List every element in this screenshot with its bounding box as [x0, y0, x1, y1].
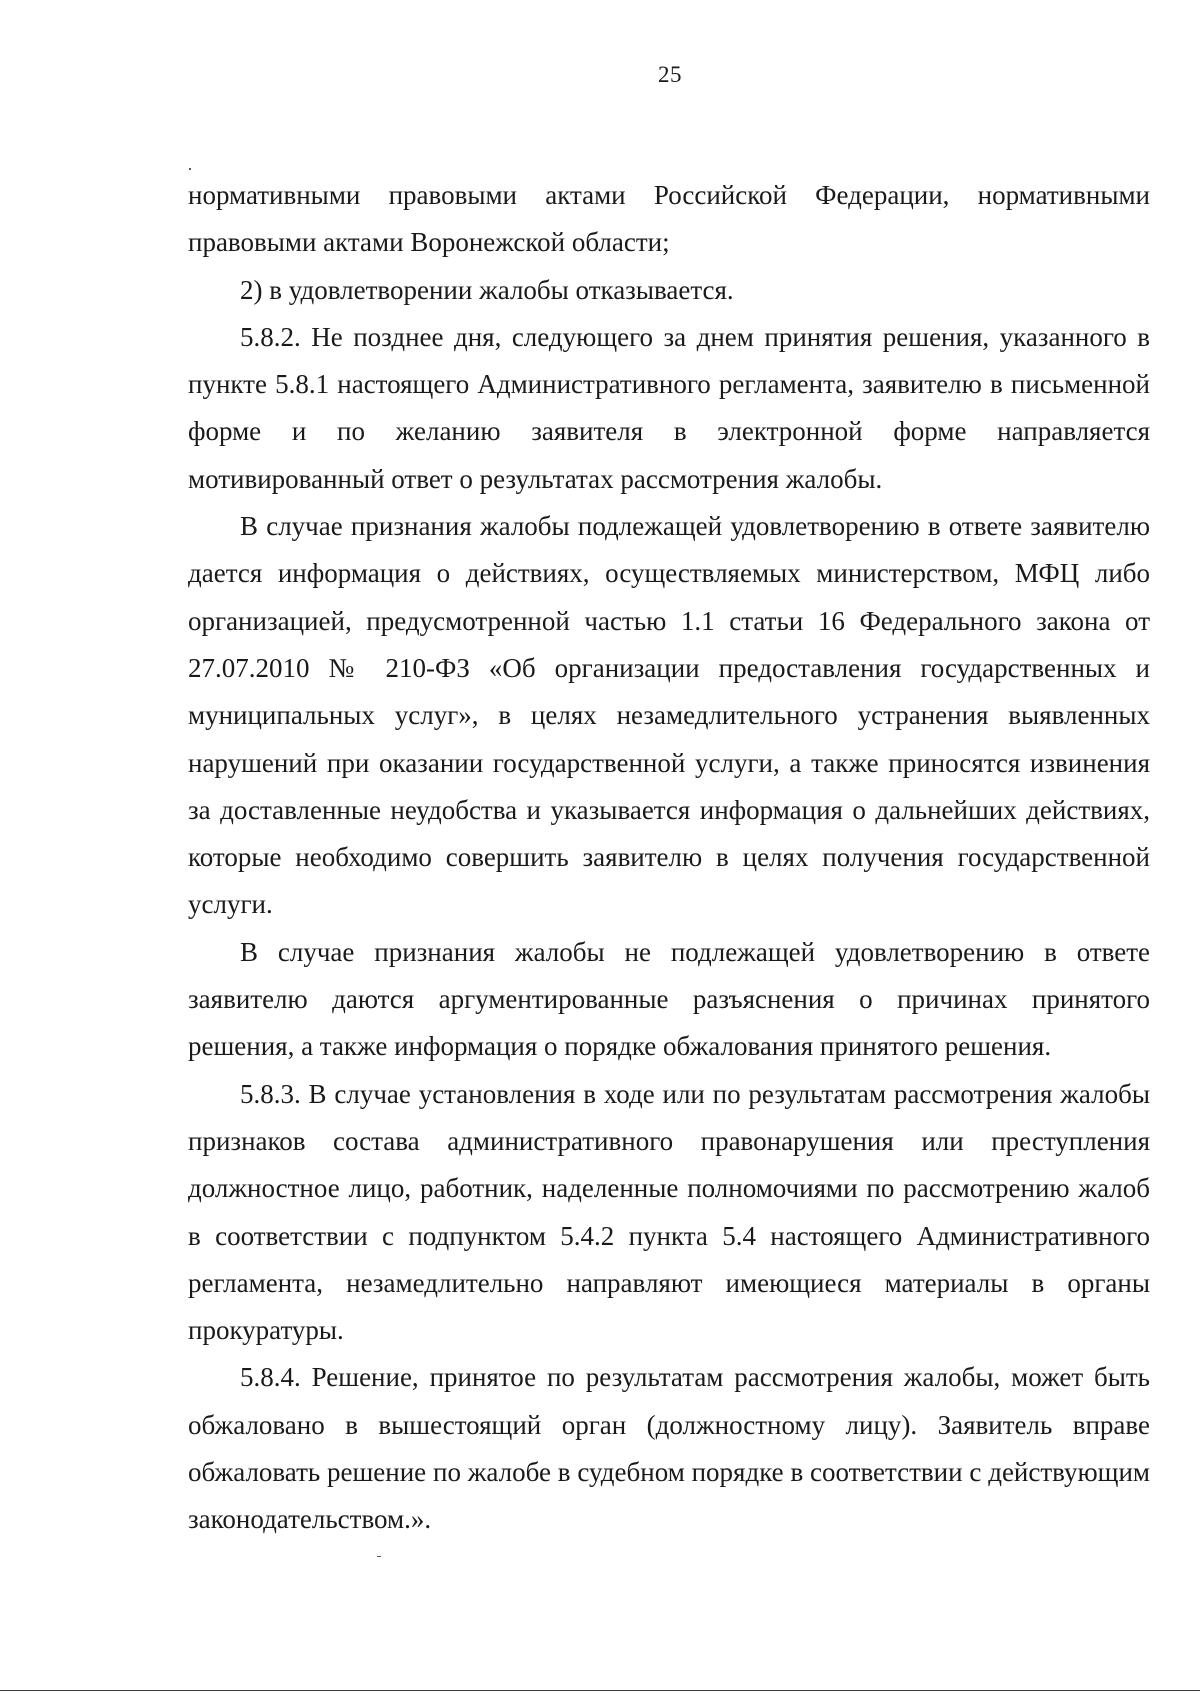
scan-speck: [377, 1556, 381, 1557]
paragraph-5-8-3: 5.8.3. В случае установления в ходе или по результатам рассмотрения жалобы признаков состава административного правонарушения или преступления должностное лицо, работник, наделенные полномочиями по рассмотрению жалоб в соответствии с подпунктом 5.4.2 пункта 5.4 настоящего Административного регламента, незамедлительно направляют имеющиеся материалы в органы прокуратуры.: [188, 1078, 1150, 1346]
scan-edge-line: [0, 1690, 1200, 1691]
paragraph-item-2: 2) в удовлетворении жалобы отказывается.: [240, 274, 734, 305]
paragraph-5-8-4: 5.8.4. Решение, принятое по результатам рассмотрения жалобы, может быть обжаловано в вышестоящий орган (должностному лицу). Заявитель вправе обжаловать решение по жалобе в судебном порядке в соответствии с действующим законодательством.».: [188, 1362, 1150, 1535]
paragraph-5-8-2: 5.8.2. Не позднее дня, следующего за днем принятия решения, указанного в пункте 5.8.1 настоящего Административного регламента, заявителю в письменной форме и по желанию заявителя в электронной форме направляется мотивированный ответ о результатах рассмотрения жалобы.: [188, 321, 1150, 494]
paragraph-complaint-rejected: В случае признания жалобы не подлежащей удовлетворению в ответе заявителю даются аргументированные разъяснения о причинах принятого решения, а также информация о порядке обжалования принятого решения.: [188, 936, 1150, 1062]
page-number: 25: [658, 62, 682, 87]
scan-speck: [189, 168, 191, 170]
paragraph-continuation: нормативными правовыми актами Российской Федерации, нормативными правовыми актами Воронежской области;: [188, 180, 1150, 258]
document-body: [188, 172, 1150, 1544]
paragraph-complaint-satisfied: В случае признания жалобы подлежащей удовлетворению в ответе заявителю дается информация о действиях, осуществляемых министерством, МФЦ либо организацией, предусмотренной частью 1.1 статьи 16 Федерального закона от 27.07.2010 № 210-ФЗ «Об организации предоставления государственных и муниципальных услуг», в целях незамедлительного устранения выявленных нарушений при оказании государственной услуги, а также приносятся извинения за доставленные неудобства и указывается информация о дальнейших действиях, которые необходимо совершить заявителю в целях получения государственной услуги.: [188, 511, 1150, 920]
